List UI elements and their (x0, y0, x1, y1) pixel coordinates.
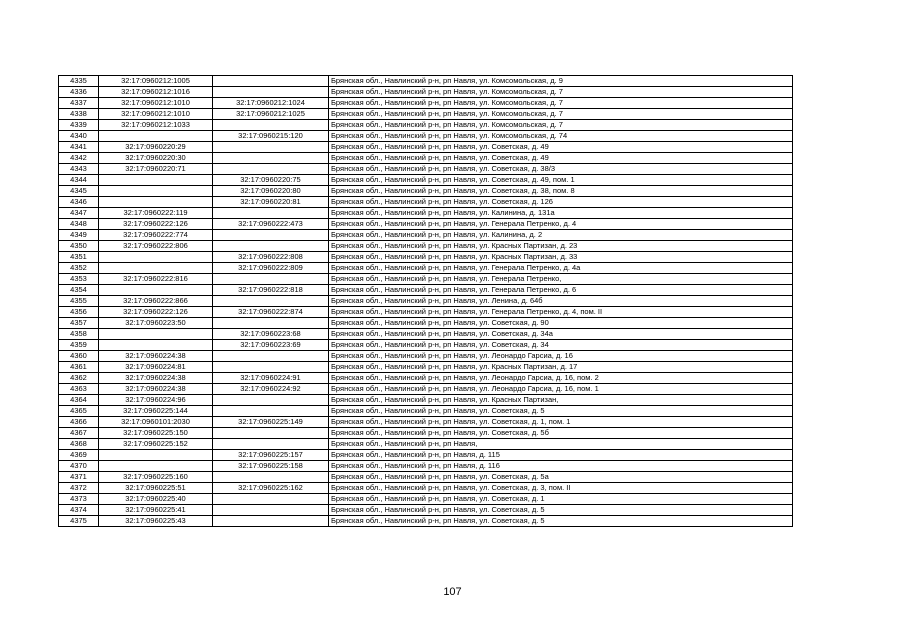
address-cell: Брянская обл., Навлинский р-н, рп Навля, д. 116 (329, 461, 793, 472)
cadastral-number-cell: 32:17:0960212:1010 (99, 109, 213, 120)
cadastral-number-cell: 32:17:0960225:152 (99, 439, 213, 450)
cadastral-number-cell: 32:17:0960224:96 (99, 395, 213, 406)
row-number-cell: 4343 (59, 164, 99, 175)
address-cell: Брянская обл., Навлинский р-н, рп Навля, ул. Красных Партизан, (329, 395, 793, 406)
linked-cadastral-number-cell: 32:17:0960223:68 (213, 329, 329, 340)
linked-cadastral-number-cell: 32:17:0960225:162 (213, 483, 329, 494)
linked-cadastral-number-cell: 32:17:0960220:75 (213, 175, 329, 186)
address-cell: Брянская обл., Навлинский р-н, рп Навля, ул. Советская, д. 1 (329, 494, 793, 505)
address-cell: Брянская обл., Навлинский р-н, рп Навля, ул. Леонардо Гарсиа, д. 16 (329, 351, 793, 362)
linked-cadastral-number-cell: 32:17:0960222:874 (213, 307, 329, 318)
row-number-cell: 4365 (59, 406, 99, 417)
row-number-cell: 4338 (59, 109, 99, 120)
address-cell: Брянская обл., Навлинский р-н, рп Навля, ул. Советская, д. 1, пом. 1 (329, 417, 793, 428)
address-cell: Брянская обл., Навлинский р-н, рп Навля, ул. Советская, д. 3, пом. II (329, 483, 793, 494)
cadastral-number-cell (99, 186, 213, 197)
cadastral-number-cell (99, 329, 213, 340)
table-row (59, 307, 793, 318)
cadastral-number-cell: 32:17:0960212:1010 (99, 98, 213, 109)
table-row (59, 340, 793, 351)
table-row (59, 373, 793, 384)
cadastral-number-cell: 32:17:0960224:81 (99, 362, 213, 373)
linked-cadastral-number-cell (213, 472, 329, 483)
address-cell: Брянская обл., Навлинский р-н, рп Навля, ул. Комсомольская, д. 7 (329, 98, 793, 109)
address-cell: Брянская обл., Навлинский р-н, рп Навля, ул. Советская, д. 126 (329, 197, 793, 208)
address-cell: Брянская обл., Навлинский р-н, рп Навля, ул. Ленина, д. 64б (329, 296, 793, 307)
row-number-cell: 4341 (59, 142, 99, 153)
table-row (59, 241, 793, 252)
linked-cadastral-number-cell: 32:17:0960225:149 (213, 417, 329, 428)
linked-cadastral-number-cell: 32:17:0960225:157 (213, 450, 329, 461)
row-number-cell: 4350 (59, 241, 99, 252)
linked-cadastral-number-cell (213, 208, 329, 219)
table-row (59, 153, 793, 164)
address-cell: Брянская обл., Навлинский р-н, рп Навля, ул. Комсомольская, д. 74 (329, 131, 793, 142)
row-number-cell: 4353 (59, 274, 99, 285)
linked-cadastral-number-cell: 32:17:0960224:92 (213, 384, 329, 395)
row-number-cell: 4373 (59, 494, 99, 505)
cadastral-number-cell: 32:17:0960225:40 (99, 494, 213, 505)
address-cell: Брянская обл., Навлинский р-н, рп Навля, ул. Леонардо Гарсиа, д. 16, пом. 2 (329, 373, 793, 384)
linked-cadastral-number-cell (213, 494, 329, 505)
address-cell: Брянская обл., Навлинский р-н, рп Навля, ул. Советская, д. 49, пом. 1 (329, 175, 793, 186)
cadastral-number-cell: 32:17:0960212:1016 (99, 87, 213, 98)
linked-cadastral-number-cell: 32:17:0960212:1025 (213, 109, 329, 120)
table-row (59, 197, 793, 208)
table-row (59, 252, 793, 263)
cadastral-number-cell: 32:17:0960225:150 (99, 428, 213, 439)
row-number-cell: 4366 (59, 417, 99, 428)
cadastral-number-cell: 32:17:0960220:71 (99, 164, 213, 175)
row-number-cell: 4355 (59, 296, 99, 307)
cadastral-number-cell (99, 131, 213, 142)
linked-cadastral-number-cell (213, 362, 329, 373)
address-cell: Брянская обл., Навлинский р-н, рп Навля, ул. Советская, д. 5а (329, 472, 793, 483)
row-number-cell: 4346 (59, 197, 99, 208)
table-row (59, 98, 793, 109)
row-number-cell: 4371 (59, 472, 99, 483)
row-number-cell: 4369 (59, 450, 99, 461)
table-row (59, 285, 793, 296)
address-cell: Брянская обл., Навлинский р-н, рп Навля, ул. Комсомольская, д. 7 (329, 109, 793, 120)
table-row (59, 505, 793, 516)
linked-cadastral-number-cell (213, 395, 329, 406)
row-number-cell: 4360 (59, 351, 99, 362)
table-body (59, 76, 793, 527)
cadastral-number-cell: 32:17:0960223:50 (99, 318, 213, 329)
cadastral-number-cell (99, 175, 213, 186)
address-cell: Брянская обл., Навлинский р-н, рп Навля, ул. Советская, д. 5 (329, 516, 793, 527)
linked-cadastral-number-cell (213, 153, 329, 164)
linked-cadastral-number-cell (213, 142, 329, 153)
table-row (59, 263, 793, 274)
document-page (58, 75, 792, 527)
row-number-cell: 4344 (59, 175, 99, 186)
address-cell: Брянская обл., Навлинский р-н, рп Навля, ул. Комсомольская, д. 7 (329, 120, 793, 131)
table-row (59, 274, 793, 285)
table-row (59, 219, 793, 230)
address-cell: Брянская обл., Навлинский р-н, рп Навля, ул. Советская, д. 38, пом. 8 (329, 186, 793, 197)
linked-cadastral-number-cell: 32:17:0960224:91 (213, 373, 329, 384)
linked-cadastral-number-cell: 32:17:0960220:81 (213, 197, 329, 208)
linked-cadastral-number-cell (213, 296, 329, 307)
linked-cadastral-number-cell: 32:17:0960220:80 (213, 186, 329, 197)
cadastral-number-cell: 32:17:0960222:806 (99, 241, 213, 252)
cadastral-number-cell: 32:17:0960225:43 (99, 516, 213, 527)
cadastral-number-cell (99, 197, 213, 208)
linked-cadastral-number-cell (213, 120, 329, 131)
linked-cadastral-number-cell: 32:17:0960222:809 (213, 263, 329, 274)
row-number-cell: 4362 (59, 373, 99, 384)
address-cell: Брянская обл., Навлинский р-н, рп Навля, д. 115 (329, 450, 793, 461)
address-cell: Брянская обл., Навлинский р-н, рп Навля, ул. Советская, д. 5б (329, 428, 793, 439)
table-row (59, 472, 793, 483)
cadastral-number-cell: 32:17:0960212:1033 (99, 120, 213, 131)
cadastral-number-cell (99, 461, 213, 472)
address-cell: Брянская обл., Навлинский р-н, рп Навля, ул. Генерала Петренко, д. 4а (329, 263, 793, 274)
address-cell: Брянская обл., Навлинский р-н, рп Навля, ул. Генерала Петренко, д. 6 (329, 285, 793, 296)
address-cell: Брянская обл., Навлинский р-н, рп Навля, ул. Генерала Петренко, д. 4, пом. II (329, 307, 793, 318)
address-cell: Брянская обл., Навлинский р-н, рп Навля, ул. Советская, д. 5 (329, 406, 793, 417)
address-cell: Брянская обл., Навлинский р-н, рп Навля, ул. Калинина, д. 2 (329, 230, 793, 241)
cadastral-number-cell (99, 285, 213, 296)
cadastral-number-cell: 32:17:0960225:41 (99, 505, 213, 516)
address-cell: Брянская обл., Навлинский р-н, рп Навля, ул. Комсомольская, д. 9 (329, 76, 793, 87)
table-row (59, 76, 793, 87)
linked-cadastral-number-cell (213, 230, 329, 241)
linked-cadastral-number-cell: 32:17:0960222:818 (213, 285, 329, 296)
cadastral-number-cell: 32:17:0960220:29 (99, 142, 213, 153)
table-row (59, 439, 793, 450)
cadastral-number-cell: 32:17:0960225:144 (99, 406, 213, 417)
linked-cadastral-number-cell (213, 87, 329, 98)
linked-cadastral-number-cell: 32:17:0960212:1024 (213, 98, 329, 109)
linked-cadastral-number-cell (213, 516, 329, 527)
table-row (59, 318, 793, 329)
row-number-cell: 4358 (59, 329, 99, 340)
cadastral-number-cell: 32:17:0960222:774 (99, 230, 213, 241)
row-number-cell: 4336 (59, 87, 99, 98)
address-cell: Брянская обл., Навлинский р-н, рп Навля, ул. Красных Партизан, д. 33 (329, 252, 793, 263)
linked-cadastral-number-cell (213, 241, 329, 252)
row-number-cell: 4363 (59, 384, 99, 395)
row-number-cell: 4352 (59, 263, 99, 274)
table-row (59, 109, 793, 120)
table-row (59, 461, 793, 472)
table-row (59, 351, 793, 362)
linked-cadastral-number-cell (213, 428, 329, 439)
table-row (59, 87, 793, 98)
table-row (59, 208, 793, 219)
address-cell: Брянская обл., Навлинский р-н, рп Навля, ул. Советская, д. 90 (329, 318, 793, 329)
linked-cadastral-number-cell (213, 164, 329, 175)
table-row (59, 450, 793, 461)
table-row (59, 494, 793, 505)
linked-cadastral-number-cell: 32:17:0960225:158 (213, 461, 329, 472)
cadastral-number-cell: 32:17:0960220:30 (99, 153, 213, 164)
row-number-cell: 4374 (59, 505, 99, 516)
table-row (59, 164, 793, 175)
cadastral-number-cell: 32:17:0960222:816 (99, 274, 213, 285)
table-row (59, 406, 793, 417)
linked-cadastral-number-cell: 32:17:0960215:120 (213, 131, 329, 142)
page-number: 107 (443, 586, 462, 598)
table-row (59, 296, 793, 307)
table-row (59, 230, 793, 241)
row-number-cell: 4349 (59, 230, 99, 241)
row-number-cell: 4351 (59, 252, 99, 263)
linked-cadastral-number-cell (213, 76, 329, 87)
linked-cadastral-number-cell: 32:17:0960222:473 (213, 219, 329, 230)
address-cell: Брянская обл., Навлинский р-н, рп Навля, ул. Советская, д. 38/3 (329, 164, 793, 175)
row-number-cell: 4354 (59, 285, 99, 296)
cadastral-number-cell: 32:17:0960222:866 (99, 296, 213, 307)
cadastral-number-cell: 32:17:0960225:160 (99, 472, 213, 483)
table-row (59, 384, 793, 395)
address-cell: Брянская обл., Навлинский р-н, рп Навля, (329, 439, 793, 450)
cadastral-number-cell: 32:17:0960222:126 (99, 219, 213, 230)
table-row (59, 131, 793, 142)
address-cell: Брянская обл., Навлинский р-н, рп Навля, ул. Советская, д. 5 (329, 505, 793, 516)
row-number-cell: 4364 (59, 395, 99, 406)
address-cell: Брянская обл., Навлинский р-н, рп Навля, ул. Калинина, д. 131а (329, 208, 793, 219)
linked-cadastral-number-cell (213, 274, 329, 285)
table-row (59, 186, 793, 197)
row-number-cell: 4375 (59, 516, 99, 527)
cadastral-number-cell: 32:17:0960212:1005 (99, 76, 213, 87)
cadastral-number-cell (99, 340, 213, 351)
row-number-cell: 4367 (59, 428, 99, 439)
address-cell: Брянская обл., Навлинский р-н, рп Навля, ул. Советская, д. 49 (329, 153, 793, 164)
cadastral-number-cell: 32:17:0960224:38 (99, 351, 213, 362)
address-cell: Брянская обл., Навлинский р-н, рп Навля, ул. Комсомольская, д. 7 (329, 87, 793, 98)
table-row (59, 329, 793, 340)
row-number-cell: 4342 (59, 153, 99, 164)
row-number-cell: 4347 (59, 208, 99, 219)
table-row (59, 395, 793, 406)
table-row (59, 516, 793, 527)
row-number-cell: 4356 (59, 307, 99, 318)
linked-cadastral-number-cell (213, 318, 329, 329)
address-cell: Брянская обл., Навлинский р-н, рп Навля, ул. Генерала Петренко, д. 4 (329, 219, 793, 230)
row-number-cell: 4337 (59, 98, 99, 109)
address-cell: Брянская обл., Навлинский р-н, рп Навля, ул. Красных Партизан, д. 23 (329, 241, 793, 252)
cadastral-number-cell (99, 450, 213, 461)
cadastral-number-cell: 32:17:0960224:38 (99, 384, 213, 395)
table-row (59, 362, 793, 373)
linked-cadastral-number-cell: 32:17:0960223:69 (213, 340, 329, 351)
linked-cadastral-number-cell (213, 505, 329, 516)
cadastral-number-cell: 32:17:0960222:126 (99, 307, 213, 318)
linked-cadastral-number-cell: 32:17:0960222:808 (213, 252, 329, 263)
address-cell: Брянская обл., Навлинский р-н, рп Навля, ул. Советская, д. 49 (329, 142, 793, 153)
row-number-cell: 4345 (59, 186, 99, 197)
table-row (59, 417, 793, 428)
row-number-cell: 4361 (59, 362, 99, 373)
row-number-cell: 4339 (59, 120, 99, 131)
row-number-cell: 4368 (59, 439, 99, 450)
linked-cadastral-number-cell (213, 439, 329, 450)
cadastral-number-cell: 32:17:0960225:51 (99, 483, 213, 494)
property-register-table (58, 75, 793, 527)
row-number-cell: 4335 (59, 76, 99, 87)
linked-cadastral-number-cell (213, 351, 329, 362)
cadastral-number-cell: 32:17:0960101:2030 (99, 417, 213, 428)
cadastral-number-cell: 32:17:0960224:38 (99, 373, 213, 384)
address-cell: Брянская обл., Навлинский р-н, рп Навля, ул. Генерала Петренко, (329, 274, 793, 285)
address-cell: Брянская обл., Навлинский р-н, рп Навля, ул. Советская, д. 34а (329, 329, 793, 340)
table-row (59, 175, 793, 186)
row-number-cell: 4348 (59, 219, 99, 230)
row-number-cell: 4359 (59, 340, 99, 351)
row-number-cell: 4340 (59, 131, 99, 142)
address-cell: Брянская обл., Навлинский р-н, рп Навля, ул. Леонардо Гарсиа, д. 16, пом. 1 (329, 384, 793, 395)
table-row (59, 142, 793, 153)
table-row (59, 120, 793, 131)
table-row (59, 428, 793, 439)
linked-cadastral-number-cell (213, 406, 329, 417)
table-row (59, 483, 793, 494)
address-cell: Брянская обл., Навлинский р-н, рп Навля, ул. Советская, д. 34 (329, 340, 793, 351)
cadastral-number-cell (99, 252, 213, 263)
row-number-cell: 4370 (59, 461, 99, 472)
cadastral-number-cell (99, 263, 213, 274)
row-number-cell: 4357 (59, 318, 99, 329)
row-number-cell: 4372 (59, 483, 99, 494)
address-cell: Брянская обл., Навлинский р-н, рп Навля, ул. Красных Партизан, д. 17 (329, 362, 793, 373)
cadastral-number-cell: 32:17:0960222:119 (99, 208, 213, 219)
